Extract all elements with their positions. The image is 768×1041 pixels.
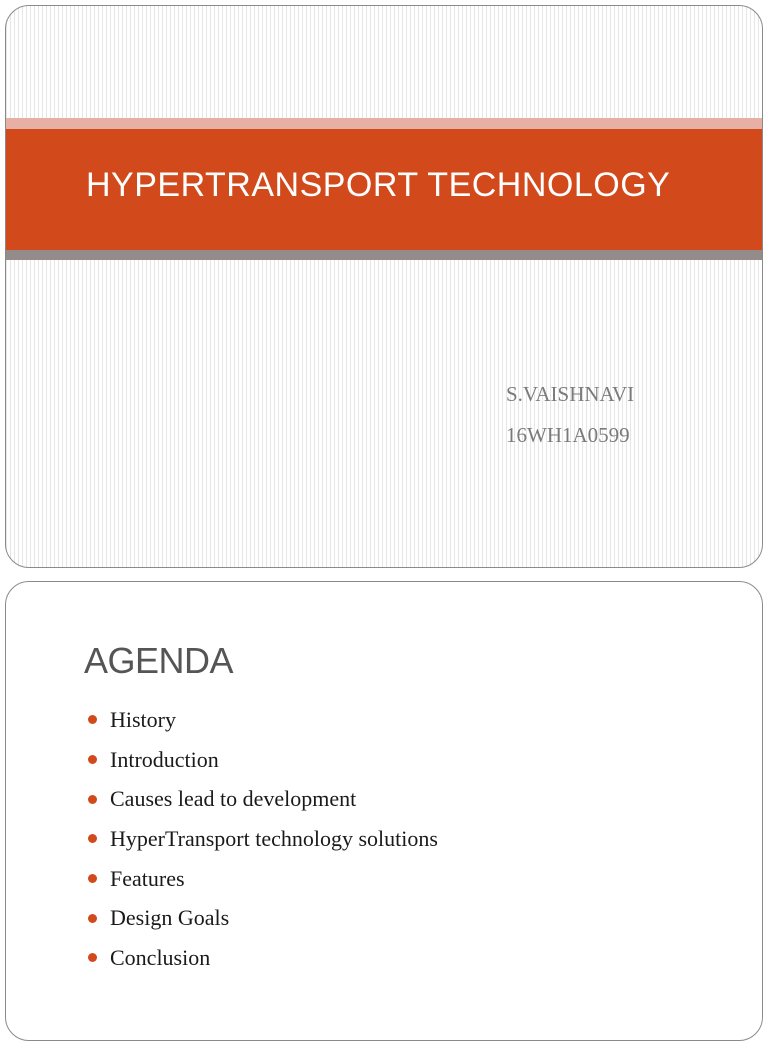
bullet-icon [88, 834, 97, 843]
title-top-stripe [6, 118, 762, 129]
agenda-item-introduction [86, 740, 438, 780]
author-name: S.VAISHNAVI [506, 382, 635, 406]
agenda-item-design-goals [86, 898, 438, 938]
title-bottom-stripe [6, 250, 762, 260]
agenda-list [86, 700, 438, 978]
agenda-item-conclusion [86, 938, 438, 978]
bullet-icon [88, 795, 97, 804]
agenda-item-label: Introduction [110, 746, 219, 772]
agenda-item-label: Conclusion [110, 944, 211, 970]
agenda-heading: AGENDA [84, 640, 234, 681]
agenda-item-label: HyperTransport technology solutions [110, 825, 438, 851]
title-slide [5, 5, 763, 568]
agenda-item-causes [86, 779, 438, 819]
roll-number: 16WH1A0599 [506, 423, 630, 447]
agenda-item-label: Features [110, 865, 185, 891]
agenda-item-features [86, 859, 438, 899]
agenda-item-history [86, 700, 438, 740]
author-block [506, 374, 634, 456]
agenda-item-label: History [110, 706, 176, 732]
agenda-item-label: Design Goals [110, 905, 230, 931]
bullet-icon [88, 874, 97, 883]
agenda-slide [5, 581, 763, 1041]
bullet-icon [88, 715, 97, 724]
bullet-icon [88, 953, 97, 962]
agenda-item-solutions [86, 819, 438, 859]
slide-title: HYPERTRANSPORT TECHNOLOGY [86, 166, 671, 204]
agenda-item-label: Causes lead to development [110, 786, 357, 812]
bullet-icon [88, 755, 97, 764]
bullet-icon [88, 914, 97, 923]
